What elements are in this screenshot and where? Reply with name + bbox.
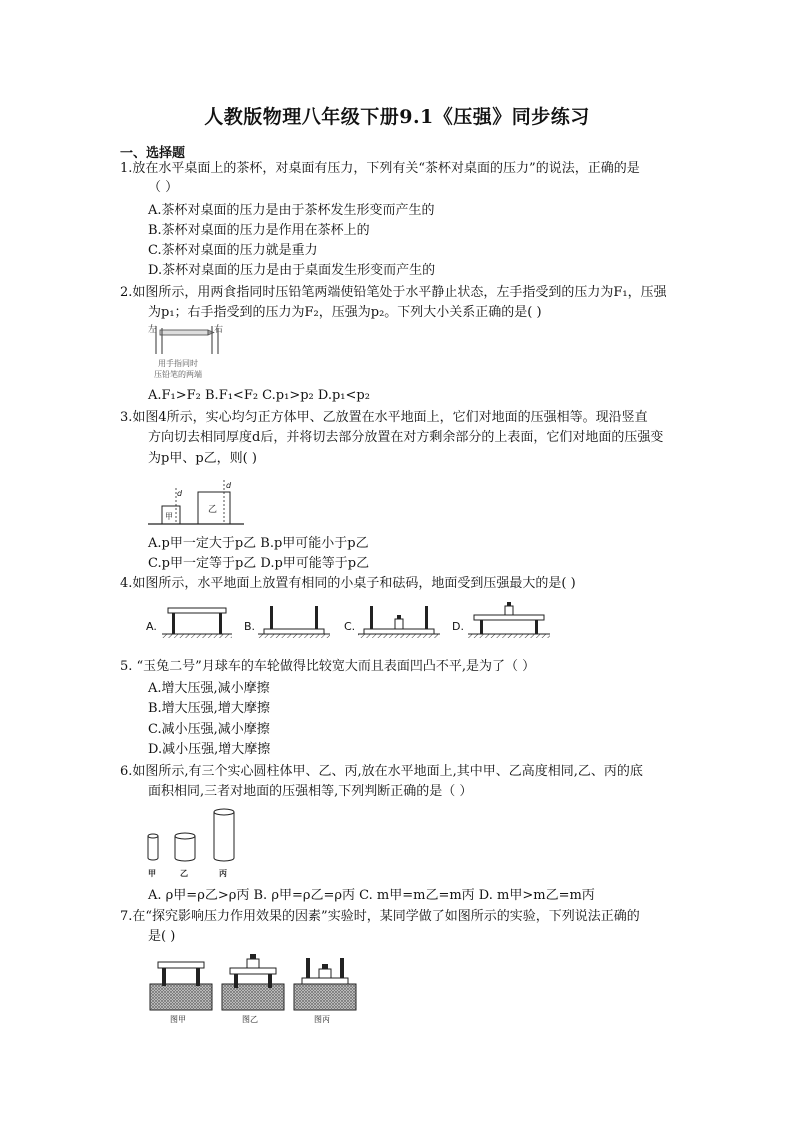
section-heading: 一、选择题 [120,146,186,161]
q4-table-a [162,608,232,638]
q4-label-c: C. [344,620,356,633]
q3-label-d1: d [177,489,183,498]
q6-label-c: 丙 [219,869,227,878]
q4-label-a: A. [146,620,157,633]
q1-option-b: B.茶杯对桌面的压力是作用在茶杯上的 [148,223,370,238]
q3-stem-cont: 方向切去相同厚度d后，并将切去部分放置在对方剩余部分的上表面，它们对地面的压强变 [148,430,664,445]
q7-label-a: 图甲 [170,1015,186,1024]
q4-tables-figure [146,598,556,642]
q3-label-a: 甲 [165,512,173,521]
q7-stem-cont: 是( ) [148,929,176,944]
q7-stem: 7.在“探究影响压力作用效果的因素”实验时，某同学做了如图所示的实验，下列说法正确的 [120,909,640,924]
q3-stem-cont-2: 为p甲、p乙，则( ) [148,451,257,466]
q2-caption-2: 压铅笔的两端 [154,370,202,379]
q3-cubes-figure [148,478,248,528]
q6-label-b: 乙 [180,869,188,878]
q4-label-b: B. [244,620,256,633]
q1-option-d: D.茶杯对桌面的压力是由于桌面发生形变而产生的 [148,263,436,278]
q7-setup-a [150,962,212,1010]
q3-options-row2: C.p甲一定等于p乙 D.p甲可能等于p乙 [148,556,370,571]
q3-label-b: 乙 [208,505,218,515]
cylinder-c-icon [214,809,234,861]
cylinder-b-icon [175,833,195,861]
q1-option-a: A.茶杯对桌面的压力是由于茶杯发生形变而产生的 [148,203,435,218]
q3-label-d2: d [226,481,232,490]
pencil-icon [160,330,214,335]
q1-stem-cont: （ ） [148,180,179,195]
q5-option-d: D.减小压强,增大摩擦 [148,742,271,757]
q2-options: A.F₁>F₂ B.F₁<F₂ C.p₁>p₂ D.p₁<p₂ [148,388,370,403]
q5-stem: 5. “玉兔二号”月球车的车轮做得比较宽大而且表面凹凸不平,是为了（ ） [120,659,536,674]
q6-stem-cont: 面积相同,三者对地面的压强相等,下列判断正确的是（ ） [148,784,473,799]
q7-experiment-figure [146,952,360,1026]
q4-table-d [468,602,550,638]
q2-pencil-figure [146,322,228,384]
q4-label-d: D. [452,620,464,633]
q5-option-c: C.减小压强,减小摩擦 [148,722,270,737]
q2-stem-cont: 为p₁；右手指受到的压力为F₂，压强为p₂。下列大小关系正确的是( ) [148,305,542,320]
q6-cylinders-figure [144,806,244,882]
q6-stem: 6.如图所示,有三个实心圆柱体甲、乙、丙,放在水平地面上,其中甲、乙高度相同,乙、丙的底 [120,764,643,779]
q2-stem: 2.如图所示，用两食指同时压铅笔两端使铅笔处于水平静止状态，左手指受到的压力为F₁，压强 [120,285,667,300]
q7-setup-b [222,954,284,1010]
q4-stem: 4.如图所示，水平地面上放置有相同的小桌子和砝码，地面受到压强最大的是( ) [120,576,576,591]
q2-caption-1: 用手指同时 [158,359,198,368]
q2-label-left: 左 [148,325,158,335]
page-title: 人教版物理八年级下册9.1《压强》同步练习 [204,106,590,128]
q1-option-c: C.茶杯对桌面的压力就是重力 [148,243,318,258]
q7-label-b: 图乙 [242,1015,258,1024]
q7-setup-c [294,958,356,1010]
q5-option-b: B.增大压强,增大摩擦 [148,701,270,716]
cylinder-a-icon [148,834,158,860]
q6-label-a: 甲 [148,869,156,878]
q1-stem: 1.放在水平桌面上的茶杯，对桌面有压力，下列有关“茶杯对桌面的压力”的说法，正确的是 [120,161,640,176]
q2-label-right: 右 [214,325,224,335]
q4-table-c [358,606,440,638]
q3-stem: 3.如图4所示，实心均匀正方体甲、乙放置在水平地面上，它们对地面的压强相等。现沿竖直 [120,410,648,425]
q4-table-b [258,606,330,638]
q7-label-c: 图丙 [314,1015,330,1024]
q5-option-a: A.增大压强,减小摩擦 [148,681,270,696]
q6-options: A. ρ甲=ρ乙>ρ丙 B. ρ甲=ρ乙=ρ丙 C. m甲=m乙=m丙 D. m甲>m乙=m丙 [148,888,595,903]
q3-options-row1: A.p甲一定大于p乙 B.p甲可能小于p乙 [148,536,369,551]
